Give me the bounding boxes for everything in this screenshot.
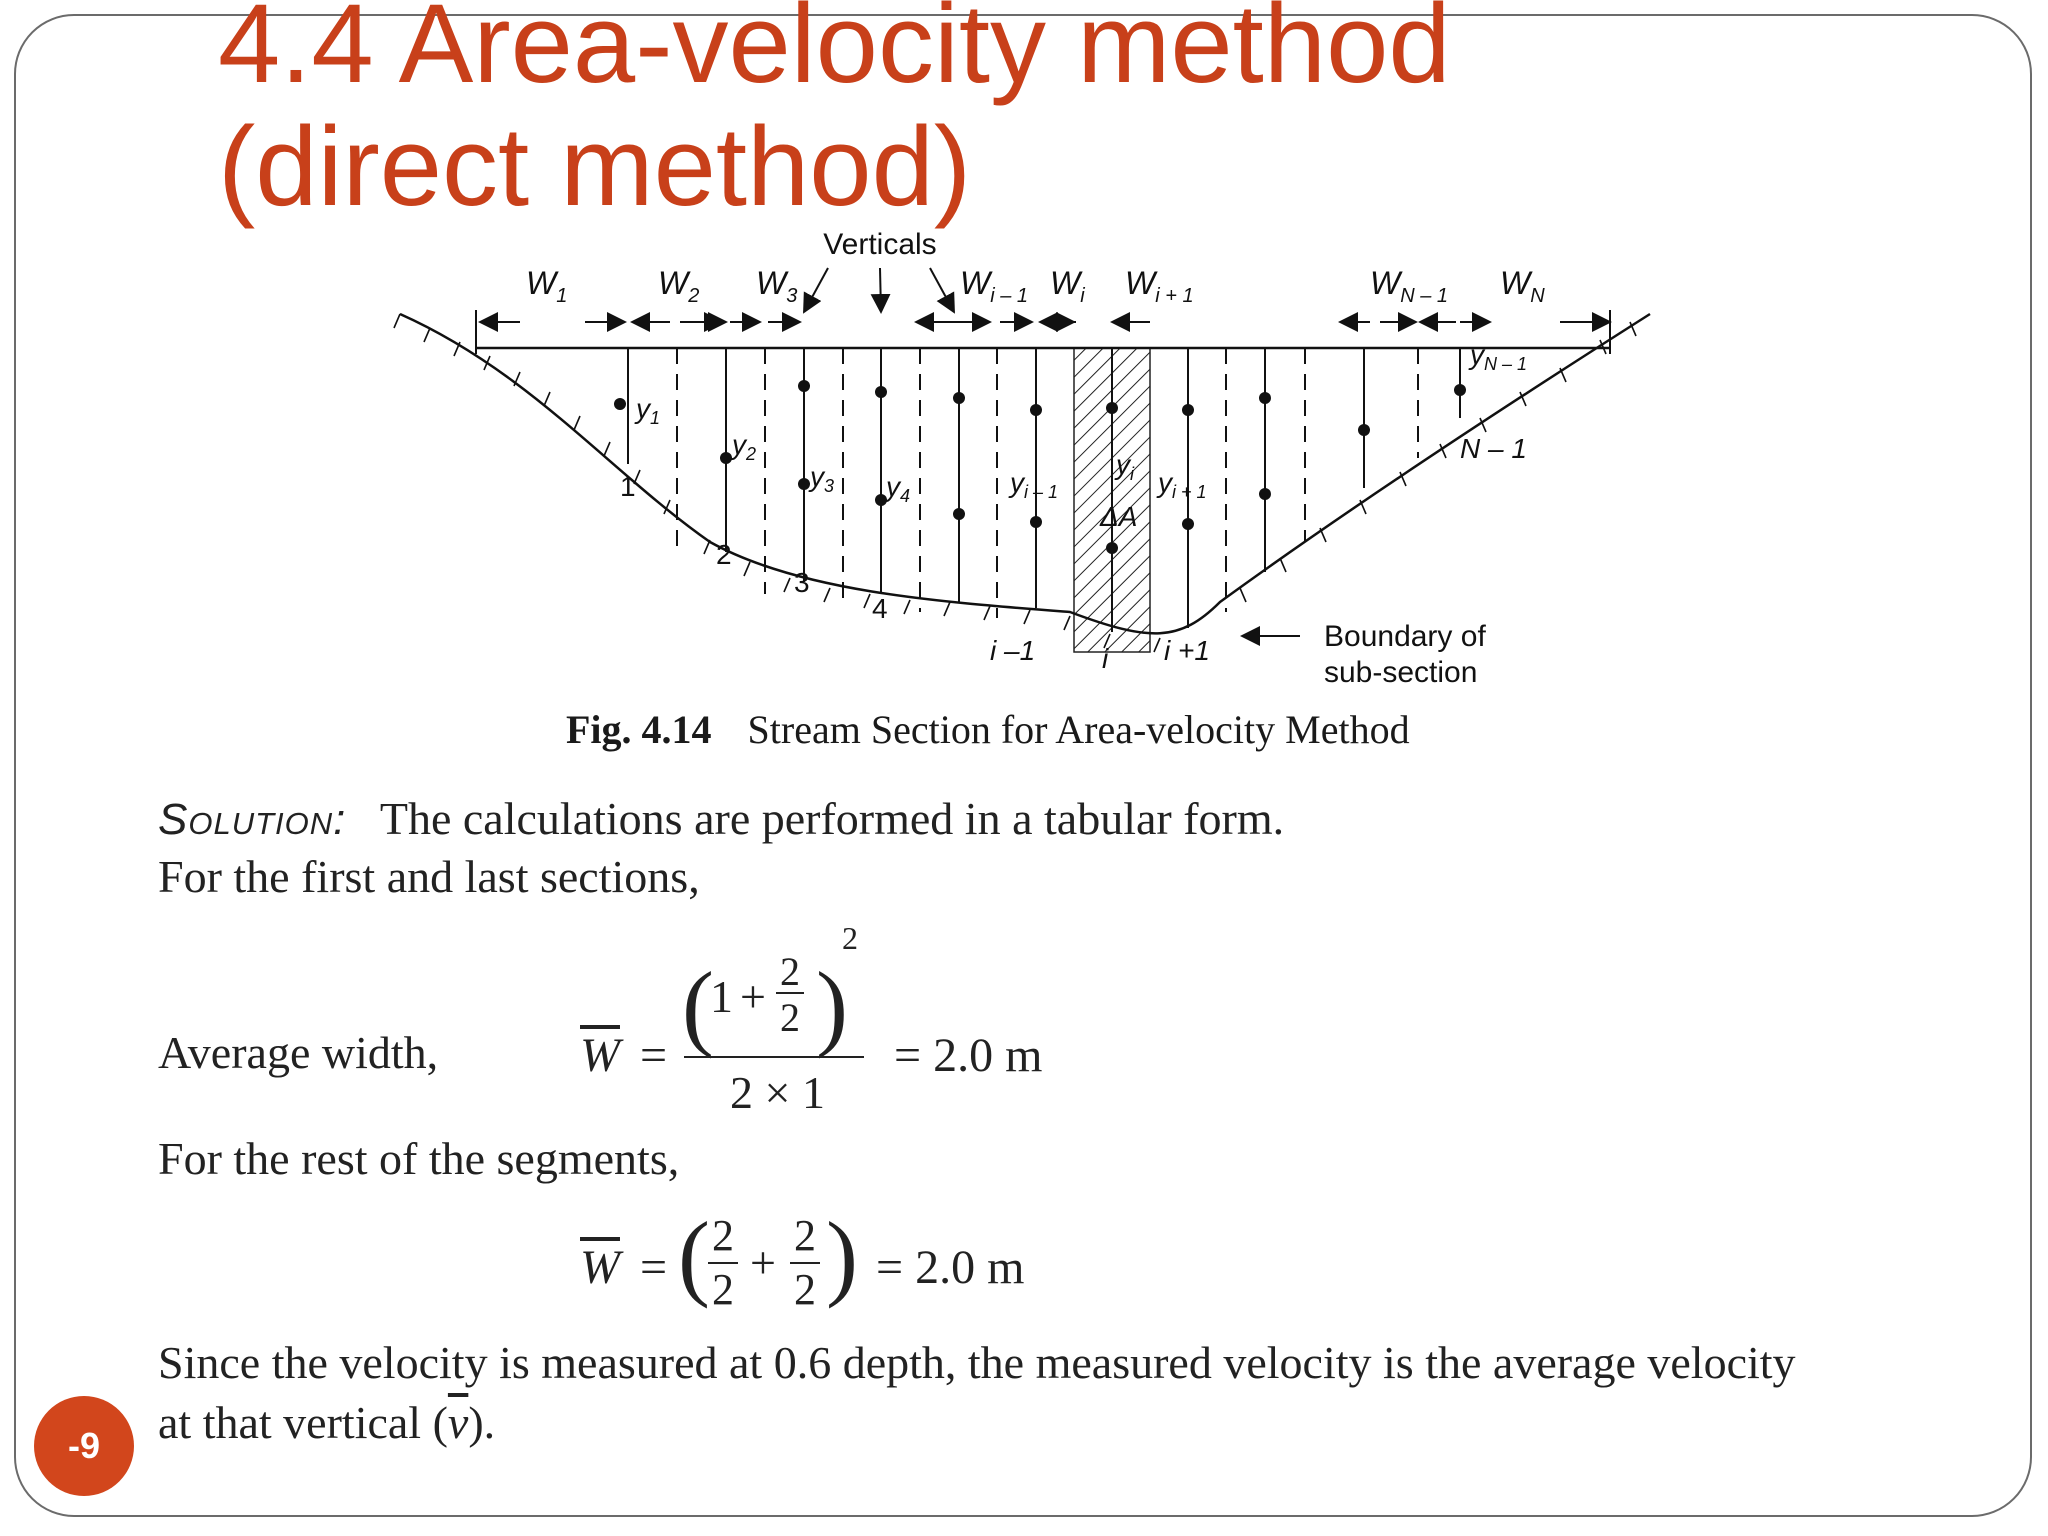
w1-sub: 1: [556, 285, 568, 307]
w3-label: W: [756, 265, 787, 301]
eq1-plus: +: [740, 971, 766, 1022]
vertical-number-i-plus-1: i +1: [1164, 635, 1210, 666]
velocity-symbol: $\overline{v}$: [447, 1397, 469, 1448]
width-labels: [526, 265, 1545, 307]
river-bed-line: [400, 314, 1650, 633]
svg-text:W1: [526, 265, 567, 307]
slide-title: [218, 0, 1451, 228]
caption-fig-number: Fig. 4.14: [566, 707, 712, 752]
vertical-number-2: 2: [716, 539, 732, 570]
yi-sub: i: [1130, 464, 1134, 484]
eq1-fraction-bar: [684, 1056, 864, 1058]
y2-label: y: [732, 429, 746, 460]
y2-sub: 2: [746, 444, 757, 464]
figure-caption: [566, 706, 1410, 753]
velocity-line-2-post: ).: [468, 1397, 496, 1448]
velocity-line-2-pre: at that vertical (: [158, 1397, 448, 1448]
equation-average-width-rest: [580, 1202, 1060, 1326]
rest-segments-line: For the rest of the segments,: [158, 1133, 680, 1184]
title-line-1: 4.4 Area-velocity method: [218, 0, 1451, 106]
wn-label: W: [1500, 265, 1531, 301]
vertical-number-4: 4: [872, 593, 888, 624]
eq1-exponent: 2: [842, 920, 858, 956]
svg-text:y4: [884, 471, 910, 506]
svg-text:yi + 1: [1156, 467, 1207, 502]
vertical-number-i: i: [1102, 643, 1109, 674]
y3-label: y: [810, 461, 824, 492]
svg-text:W3: [756, 265, 797, 307]
eq1-frac-num: 2: [780, 949, 800, 994]
y1-sub: 1: [650, 408, 661, 428]
eq1-num-1: 1: [710, 971, 733, 1022]
svg-text:Wi – 1: [960, 265, 1028, 307]
svg-text:WN: [1500, 265, 1545, 307]
eq2-lhs: $\overline{W}$: [580, 1241, 620, 1294]
yi-label: y: [1116, 449, 1130, 480]
eq1-denominator: 2 × 1: [730, 1067, 825, 1118]
yn-minus-1-label: y: [1470, 339, 1484, 370]
boundary-label-line2: sub-section: [1324, 656, 1478, 689]
y4-label: y: [886, 471, 900, 502]
solution-text: The calculations are performed in a tabular form.: [379, 793, 1285, 844]
eq1-lhs: $\overline{W}$: [580, 1029, 620, 1082]
wi-minus-1-sub: i – 1: [990, 285, 1029, 307]
eq2-b-num: 2: [794, 1211, 816, 1260]
w2-sub: 2: [688, 285, 700, 307]
boundary-label-line1: Boundary of: [1324, 620, 1486, 653]
w2-label: W: [658, 265, 689, 301]
first-last-line: For the first and last sections,: [158, 851, 700, 902]
yi-plus-1-sub: i + 1: [1172, 482, 1207, 502]
svg-text:Wi + 1: [1125, 265, 1194, 307]
eq2-b-den: 2: [794, 1265, 816, 1314]
svg-text:yi – 1: [1008, 467, 1058, 502]
svg-text:WN – 1: [1370, 265, 1448, 307]
svg-text:y1: [634, 393, 660, 428]
eq2-equals: =: [640, 1241, 668, 1294]
y4-sub: 4: [900, 486, 911, 506]
page-number-badge: [34, 1396, 134, 1496]
eq1-paren-left: (: [682, 952, 714, 1059]
page-number: -9: [67, 1425, 100, 1466]
wn-minus-1-sub: N – 1: [1400, 285, 1449, 307]
average-width-label: Average width,: [158, 1027, 439, 1078]
eq2-plus: +: [750, 1237, 776, 1288]
velocity-line-1: Since the velocity is measured at 0.6 depth, the measured velocity is the average velocity: [158, 1337, 1796, 1388]
stream-section-figure: [380, 222, 1670, 702]
delta-area-label: ΔA: [1100, 501, 1138, 532]
wi-minus-1-label: W: [960, 265, 991, 301]
svg-text:y3: [808, 461, 834, 496]
eq1-equals: =: [640, 1029, 668, 1082]
wi-plus-1-label: W: [1125, 265, 1156, 301]
eq2-a-num: 2: [712, 1211, 734, 1260]
solution-line: [158, 792, 1284, 845]
vertical-number-3: 3: [794, 567, 810, 598]
eq2-paren-left: (: [678, 1202, 710, 1309]
eq1-paren-right: ): [816, 952, 848, 1059]
yi-minus-1-label: y: [1010, 467, 1024, 498]
yi-minus-1-sub: i – 1: [1024, 482, 1059, 502]
velocity-line-2: [158, 1396, 495, 1449]
svg-text:Wi: [1050, 265, 1085, 307]
svg-text:y2: [730, 429, 756, 464]
caption-text: Stream Section for Area-velocity Method: [747, 707, 1410, 752]
vertical-number-n-minus-1: N – 1: [1460, 433, 1527, 464]
w1-label: W: [526, 265, 557, 301]
equation-average-width-first-last: [580, 920, 1100, 1120]
wi-sub: i: [1080, 285, 1085, 307]
svg-text:W2: [658, 265, 699, 307]
vertical-number-1: 1: [620, 471, 636, 502]
eq2-paren-right: ): [826, 1202, 858, 1309]
eq2-a-den: 2: [712, 1265, 734, 1314]
yn-minus-1-sub: N – 1: [1484, 354, 1528, 374]
eq1-rhs: = 2.0 m: [894, 1029, 1043, 1082]
wn-minus-1-label: W: [1370, 265, 1401, 301]
wi-plus-1-sub: i + 1: [1155, 285, 1194, 307]
y1-label: y: [636, 393, 650, 424]
wn-sub: N: [1530, 285, 1545, 307]
w3-sub: 3: [786, 285, 798, 307]
solution-label: Solution:: [158, 795, 347, 844]
svg-text:yN – 1: [1468, 339, 1527, 374]
y3-sub: 3: [824, 476, 835, 496]
vertical-number-i-minus-1: i –1: [990, 635, 1036, 666]
title-line-2: (direct method): [218, 104, 972, 229]
eq1-frac-den: 2: [780, 995, 800, 1040]
velocity-points: [614, 380, 1466, 554]
wi-label: W: [1050, 265, 1081, 301]
eq2-rhs: = 2.0 m: [876, 1241, 1025, 1294]
yi-plus-1-label: y: [1158, 467, 1172, 498]
verticals-label: Verticals: [823, 228, 937, 261]
